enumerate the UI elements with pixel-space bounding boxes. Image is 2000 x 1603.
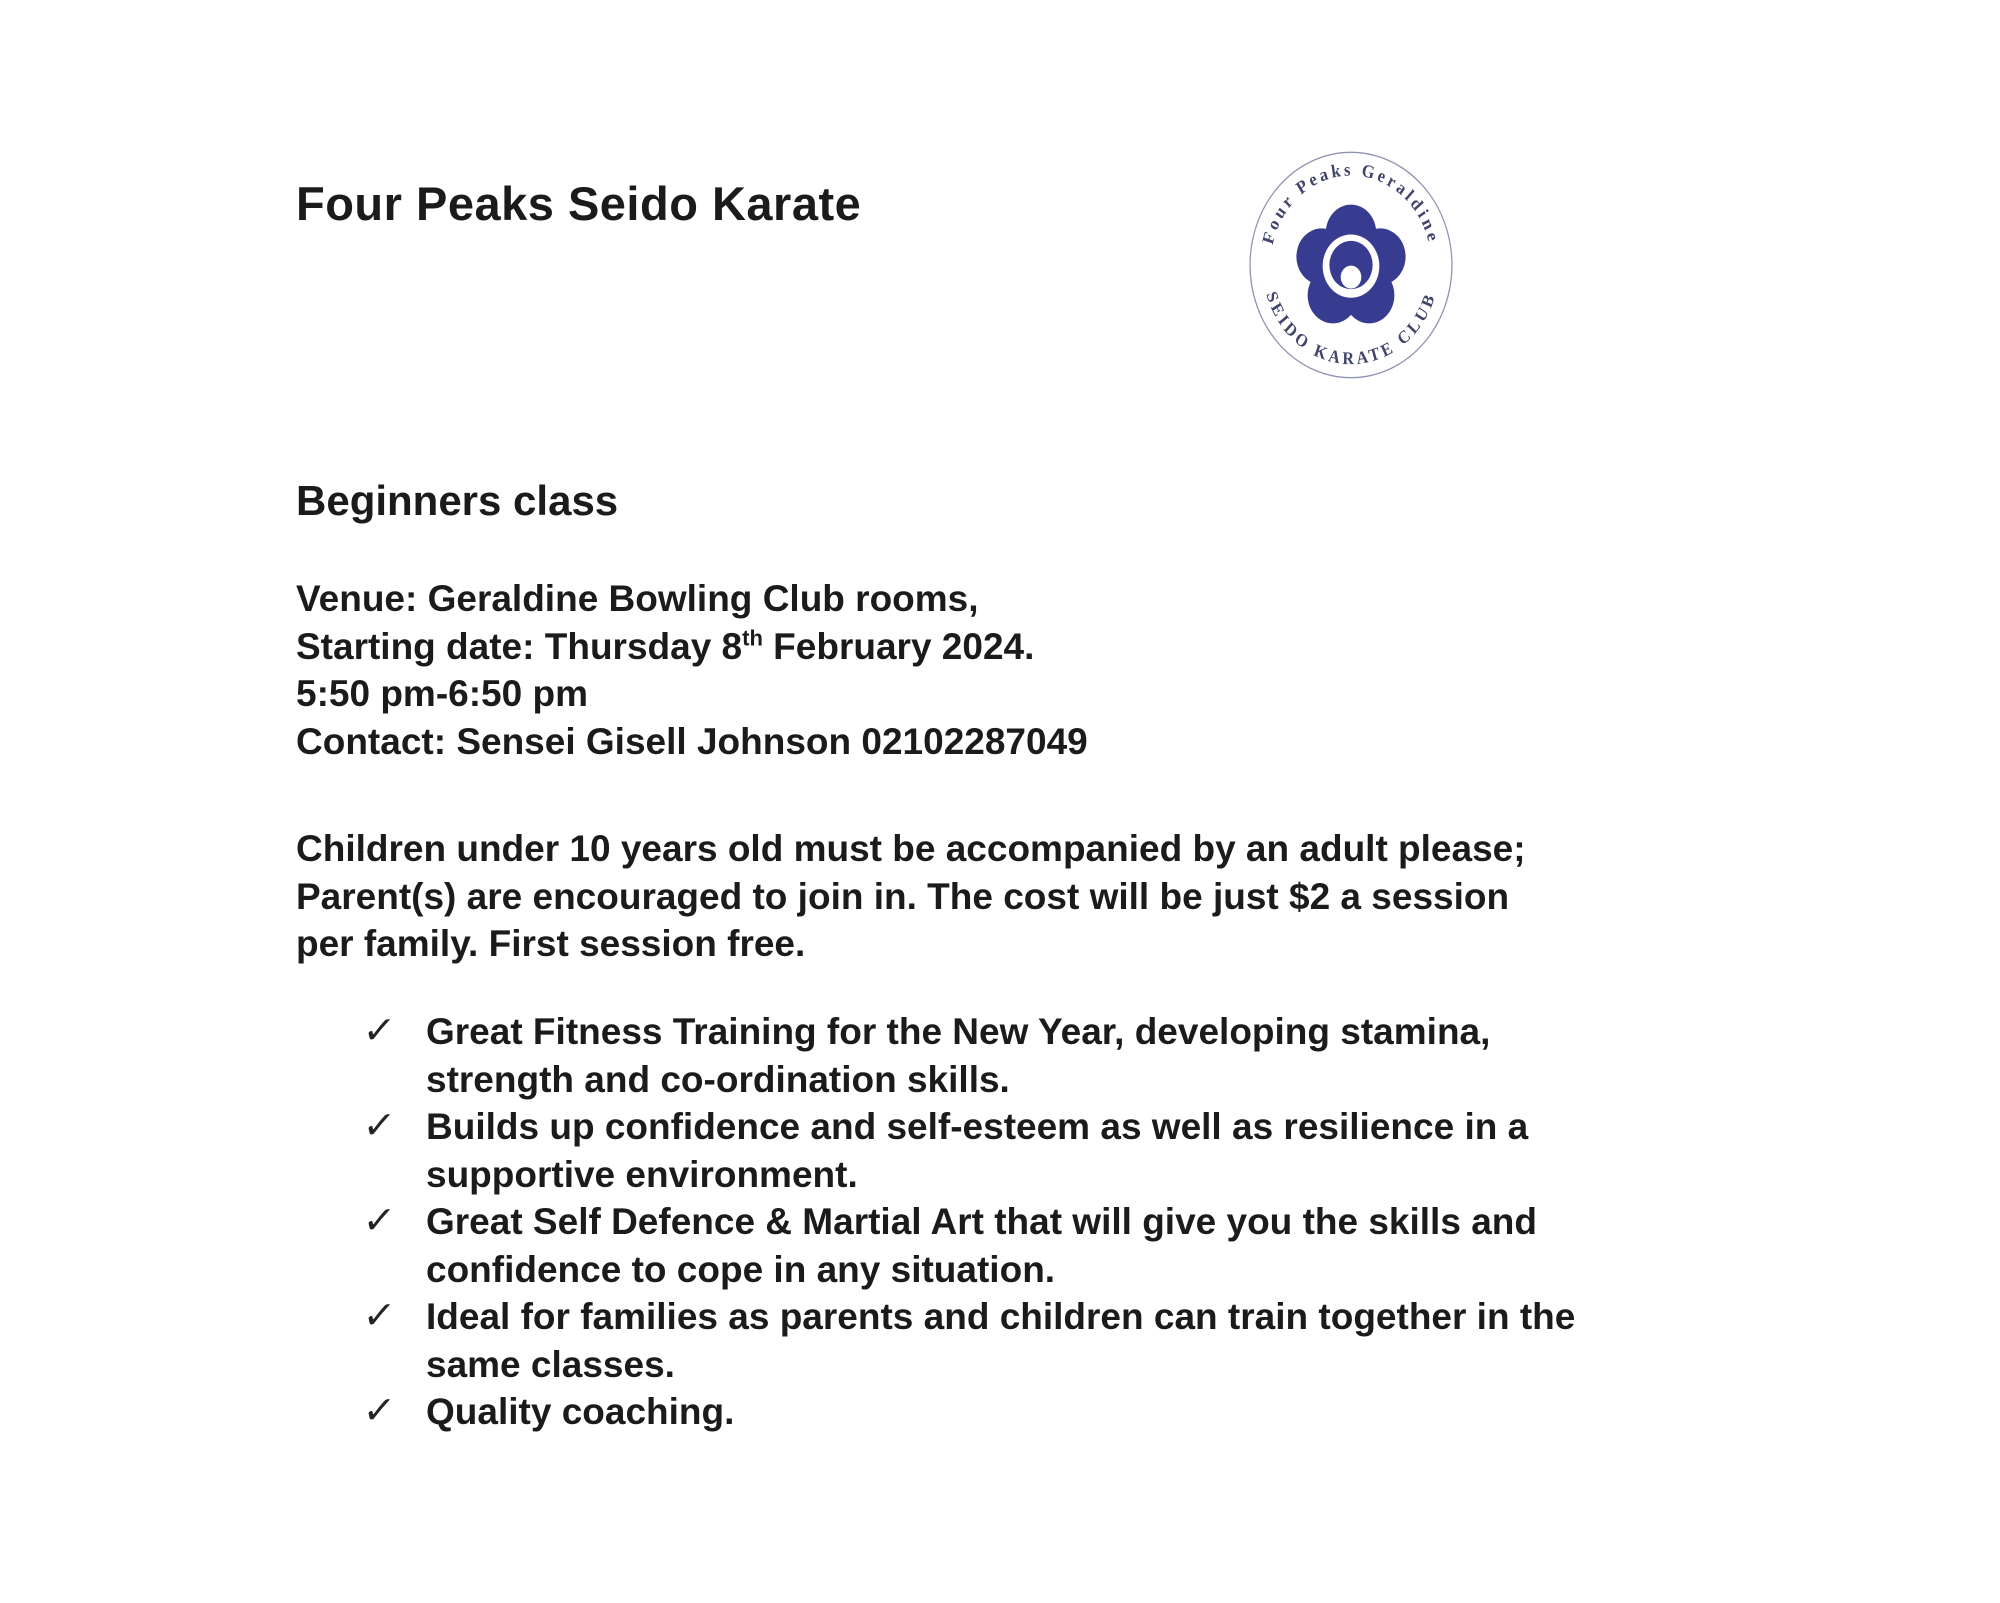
list-item [360,1103,1575,1198]
list-item-line: Quality coaching. [426,1391,735,1432]
list-item [360,1008,1575,1103]
logo-arc-bottom-text: SEIDO KARATE CLUB [1262,288,1440,369]
club-logo [1248,150,1454,380]
check-icon: ✓ [360,1200,398,1242]
check-icon: ✓ [360,1390,398,1432]
date-line [296,623,1088,671]
date-prefix: Starting date: Thursday 8 [296,625,743,667]
contact-line: Contact: Sensei Gisell Johnson 02102287049 [296,720,1088,762]
benefits-list [360,1008,1576,1436]
list-item-text [426,1008,1490,1103]
class-details [296,575,1088,765]
list-item-line: supportive environment. [426,1153,858,1195]
list-item [360,1198,1575,1293]
section-heading: Beginners class [296,477,619,524]
list-item [360,1388,1575,1436]
check-icon: ✓ [360,1010,398,1052]
list-item-line: confidence to cope in any situation. [426,1248,1056,1290]
time-line: 5:50 pm-6:50 pm [296,673,588,714]
venue-line: Venue: Geraldine Bowling Club rooms, [296,578,979,619]
info-paragraph [296,825,1526,968]
list-item-text [426,1198,1537,1293]
check-icon: ✓ [360,1105,398,1147]
list-item-line: Ideal for families as parents and children can train together in the [426,1296,1576,1337]
list-item-text [426,1103,1528,1198]
date-ordinal-superscript: th [742,625,763,651]
paragraph-line: Parent(s) are encouraged to join in. The cost will be just $2 a session [296,875,1510,917]
check-icon: ✓ [360,1295,398,1337]
list-item-line: Great Fitness Training for the New Year, developing stamina, [426,1011,1491,1052]
list-item-line: Builds up confidence and self-esteem as well as resilience in a [426,1106,1529,1147]
logo-arc-top-text: Four Peaks Geraldine [1258,158,1444,247]
paragraph-line: Children under 10 years old must be accompanied by an adult please; [296,828,1526,869]
flower-center-dot [1341,266,1362,289]
list-item-text [426,1293,1575,1388]
list-item-line: Great Self Defence & Martial Art that will give you the skills and [426,1201,1537,1242]
list-item-text [426,1388,734,1436]
list-item [360,1293,1576,1388]
date-suffix: February 2024. [762,625,1035,667]
list-item-line: same classes. [426,1343,675,1385]
list-item-line: strength and co-ordination skills. [426,1058,1010,1100]
page-title: Four Peaks Seido Karate [296,177,862,230]
paragraph-line: per family. First session free. [296,923,806,964]
